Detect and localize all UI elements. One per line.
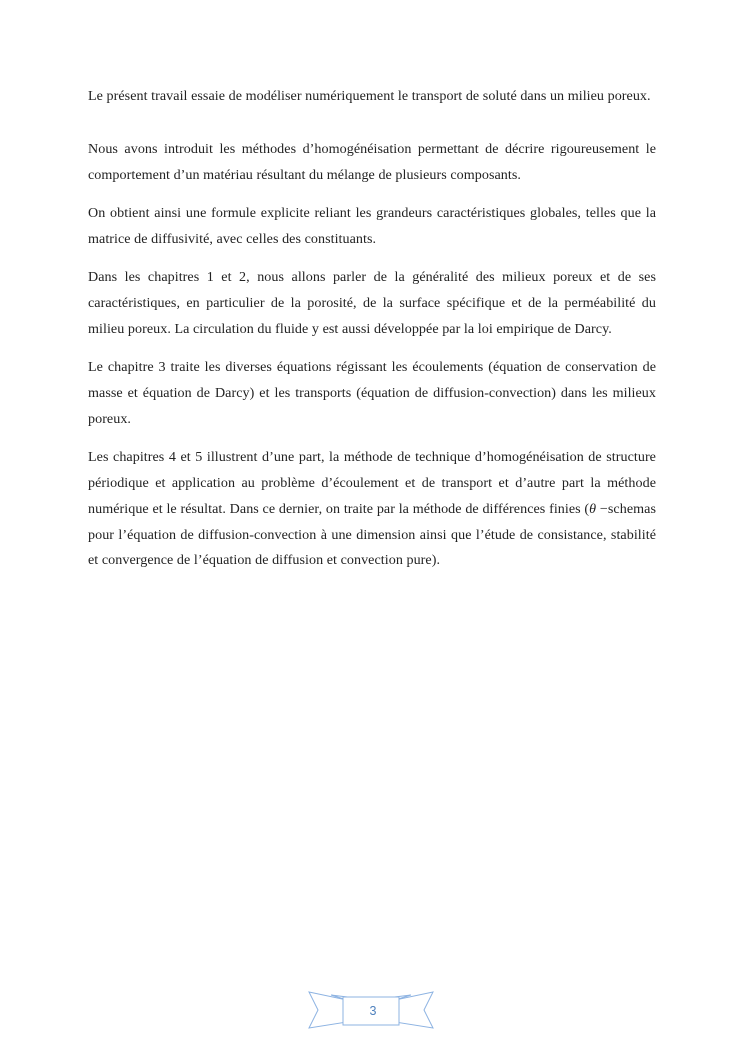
page-number-ribbon [307, 991, 435, 1029]
paragraph-chapter-3: Le chapitre 3 traite les diverses équations régissant les écoulements (équation de conservation de masse et équation de Darcy) et les transports (équation de diffusion-convection) dans les milieux poreux. [88, 359, 656, 427]
paragraph-chapters-4-5 [88, 445, 656, 574]
paragraph-intro: Le présent travail essaie de modéliser numériquement le transport de soluté dans un milieu poreux. [88, 88, 651, 104]
page-number: 3 [369, 1004, 377, 1018]
paragraph-chapters-4-5-text-end: −schemas pour l’équation de diffusion-convection à une dimension ainsi que l’étude de consistance, stabilité et convergence de l’équation de diffusion et convection pure). [88, 500, 656, 569]
theta-symbol: θ [589, 500, 597, 517]
page-body [88, 84, 656, 574]
paragraph-chapters-1-2: Dans les chapitres 1 et 2, nous allons parler de la généralité des milieux poreux et de ses caractéristiques, en particulier de la porosité, de la surface spécifique et de la perméabilité du milieu poreux. La circulation du fluide y est aussi développée par la loi empirique de Darcy. [88, 269, 656, 337]
paragraph-chapters-4-5-text-start: Les chapitres 4 et 5 illustrent d’une part, la méthode de technique d’homogénéisation de structure périodique et application au problème d’écoulement et de transport et d’autre part la méthode numérique et le résultat. Dans ce dernier, on traite par la méthode de différences finies ( [88, 449, 656, 517]
paragraph-homogenization: Nous avons introduit les méthodes d’homogénéisation permettant de décrire rigoureusement le comportement d’un matériau résultant du mélange de plusieurs composants. [88, 140, 656, 183]
paragraph-explicit-formula: On obtient ainsi une formule explicite reliant les grandeurs caractéristiques globales, telles que la matrice de diffusivité, avec celles des constituants. [88, 204, 656, 247]
